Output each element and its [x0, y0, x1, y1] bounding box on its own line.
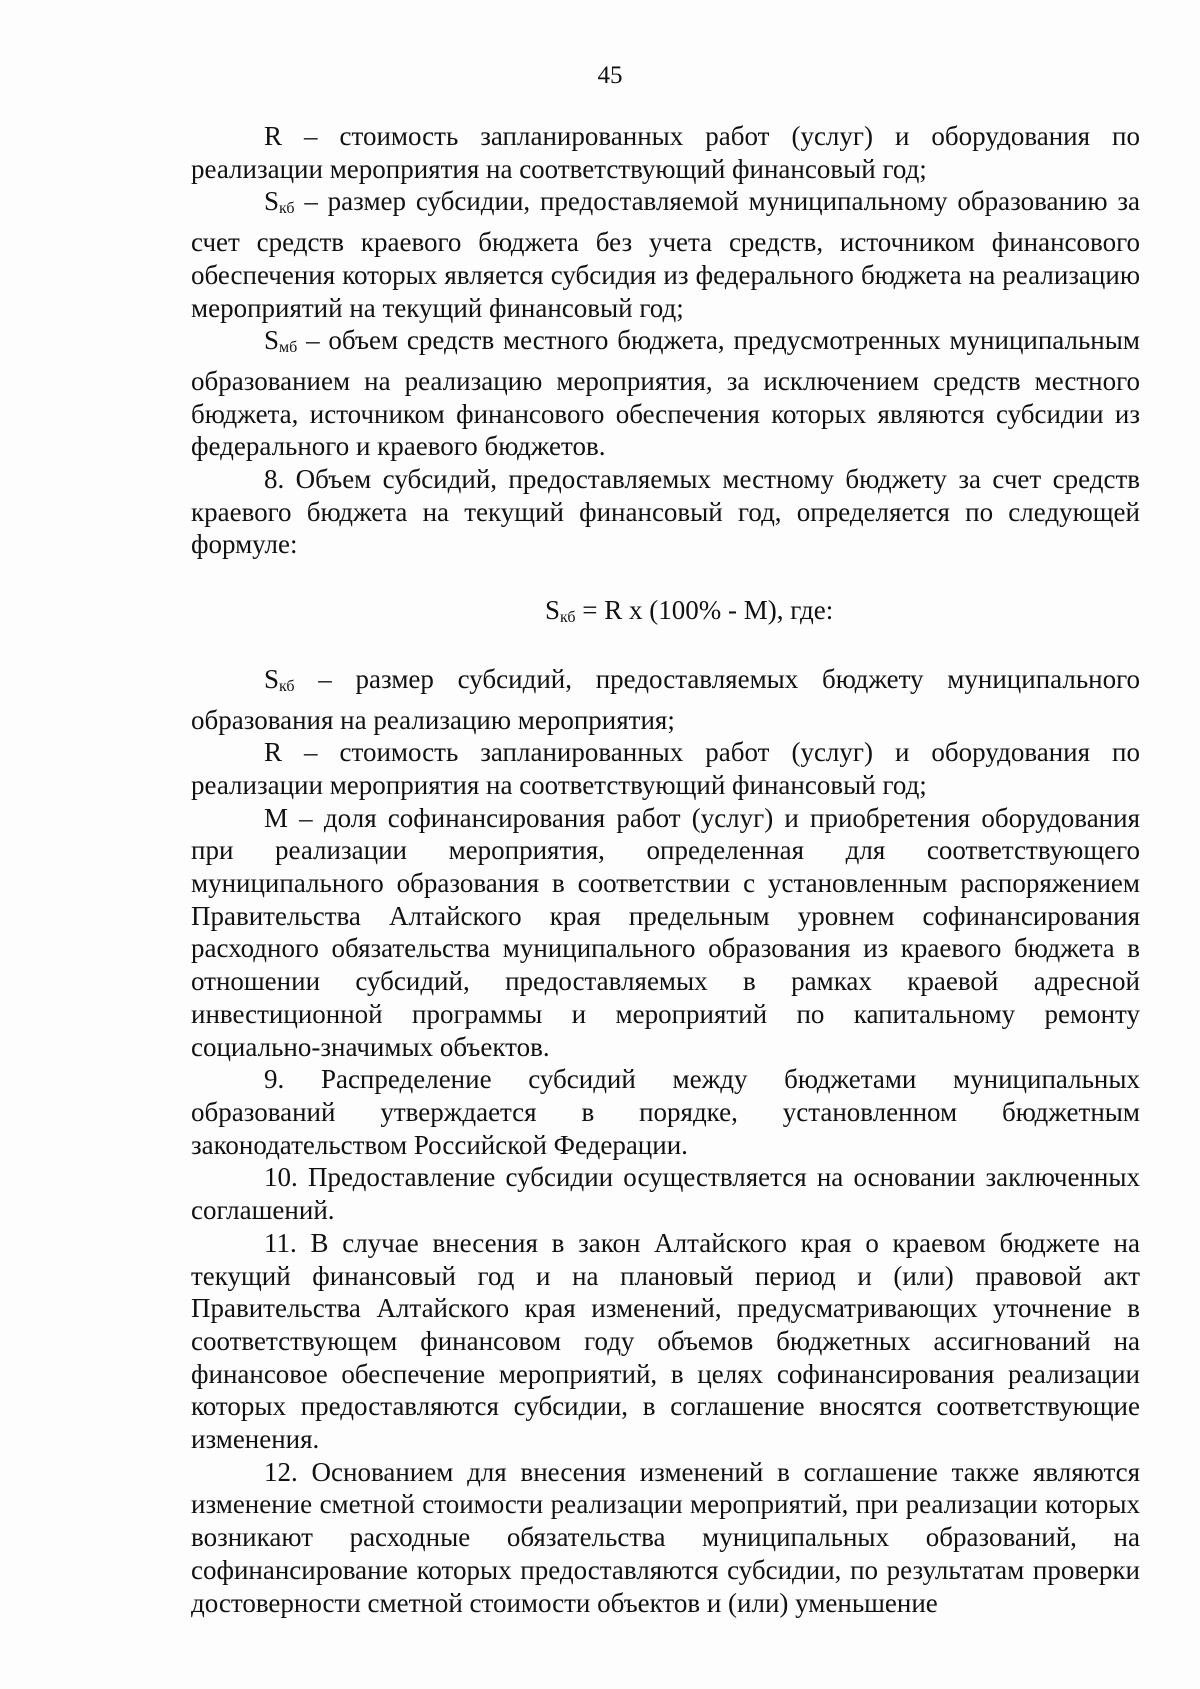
formula — [191, 594, 1140, 635]
paragraph-smb-definition — [191, 324, 1140, 463]
subscript-mb: мб — [279, 339, 298, 357]
paragraph-text: 11. В случае внесения в закон Алтайского края о краевом бюджете на текущий финансовый год и на плановый период и (или) правовой акт Правительства Алтайского края изменений, предусматривающих уточнение в соответствующем финансовом году объемов бюджетных ассигнований на финансовое обеспечение мероприятий, в целях софинансирования реализации которых предоставляются субсидии, в соглашение вносятся соответствующие изменения. — [191, 1227, 1140, 1455]
paragraph-item-8 — [191, 463, 1140, 561]
paragraph-r-definition-2 — [191, 736, 1140, 801]
paragraph-r-definition — [191, 120, 1140, 185]
paragraph-m-definition — [191, 802, 1140, 1064]
formula-text: = R x (100% - M), где: — [575, 595, 834, 626]
symbol-r: R — [264, 121, 283, 151]
paragraph-text: 10. Предоставление субсидии осуществляется на основании заключенных соглашений. — [191, 1162, 1140, 1226]
symbol-s: S — [264, 663, 280, 694]
paragraph-skb-definition-2 — [191, 663, 1140, 736]
paragraph-item-12 — [191, 1456, 1140, 1620]
symbol-m: M — [264, 802, 289, 833]
paragraph-text: – стоимость запланированных работ (услуг) и оборудования по реализации мероприятия на соответствующий финансовый год; — [191, 737, 1140, 800]
subscript-kb: кб — [560, 609, 576, 627]
page-number: 45 — [597, 62, 623, 89]
paragraph-text: – доля софинансирования работ (услуг) и приобретения оборудования при реализации мероприятия, определенная для соответствующего муниципального образования в соответствии с установленным распоряжением Правительства Алтайского края предельным уровнем софинансирования расходного обязательства муниципального образования из краевого бюджета в отношении субсидий, предоставляемых в рамках краевой адресной инвестиционной программы и мероприятий по капитальному ремонту социально-значимых объектов. — [191, 802, 1140, 1062]
paragraph-text: – размер субсидии, предоставляемой муниципальному образованию за счет средств краевого бюджета без учета средств, источником финансового обеспечения которых является субсидия из федерального бюджета на реализацию мероприятий на текущий финансовый год; — [191, 186, 1140, 323]
paragraph-text: – стоимость запланированных работ (услуг) и оборудования по реализации мероприятия на соответствующий финансовый год; — [191, 121, 1140, 184]
paragraph-item-11 — [191, 1227, 1140, 1456]
subscript-kb: кб — [279, 677, 295, 695]
document-body — [191, 120, 1140, 1619]
paragraph-skb-definition — [191, 185, 1140, 324]
symbol-s: S — [264, 325, 280, 356]
paragraph-text: – объем средств местного бюджета, предусмотренных муниципальным образованием на реализацию мероприятия, за исключением средств местного бюджета, источником финансового обеспечения которых являются субсидии из федерального и краевого бюджетов. — [191, 325, 1140, 462]
paragraph-item-10 — [191, 1161, 1140, 1226]
paragraph-item-9 — [191, 1063, 1140, 1161]
paragraph-text: – размер субсидий, предоставляемых бюджету муниципального образования на реализацию мероприятия; — [191, 663, 1140, 735]
paragraph-text: 9. Распределение субсидий между бюджетами муниципальных образований утверждается в порядке, установленном бюджетным законодательством Российской Федерации. — [191, 1064, 1140, 1160]
paragraph-text: 8. Объем субсидий, предоставляемых местному бюджету за счет средств краевого бюджета на текущий финансовый год, определяется по следующей формуле: — [191, 464, 1140, 560]
symbol-s: S — [264, 186, 280, 217]
paragraph-text: 12. Основанием для внесения изменений в соглашение также являются изменение сметной стоимости реализации мероприятий, при реализации которых возникают расходные обязательства муниципальных образований, на софинансирование которых предоставляются субсидии, по результатам проверки достоверности сметной стоимости объектов и (или) уменьшение — [191, 1456, 1140, 1618]
symbol-r: R — [264, 737, 283, 768]
symbol-s: S — [545, 595, 561, 626]
subscript-kb: кб — [279, 200, 295, 218]
